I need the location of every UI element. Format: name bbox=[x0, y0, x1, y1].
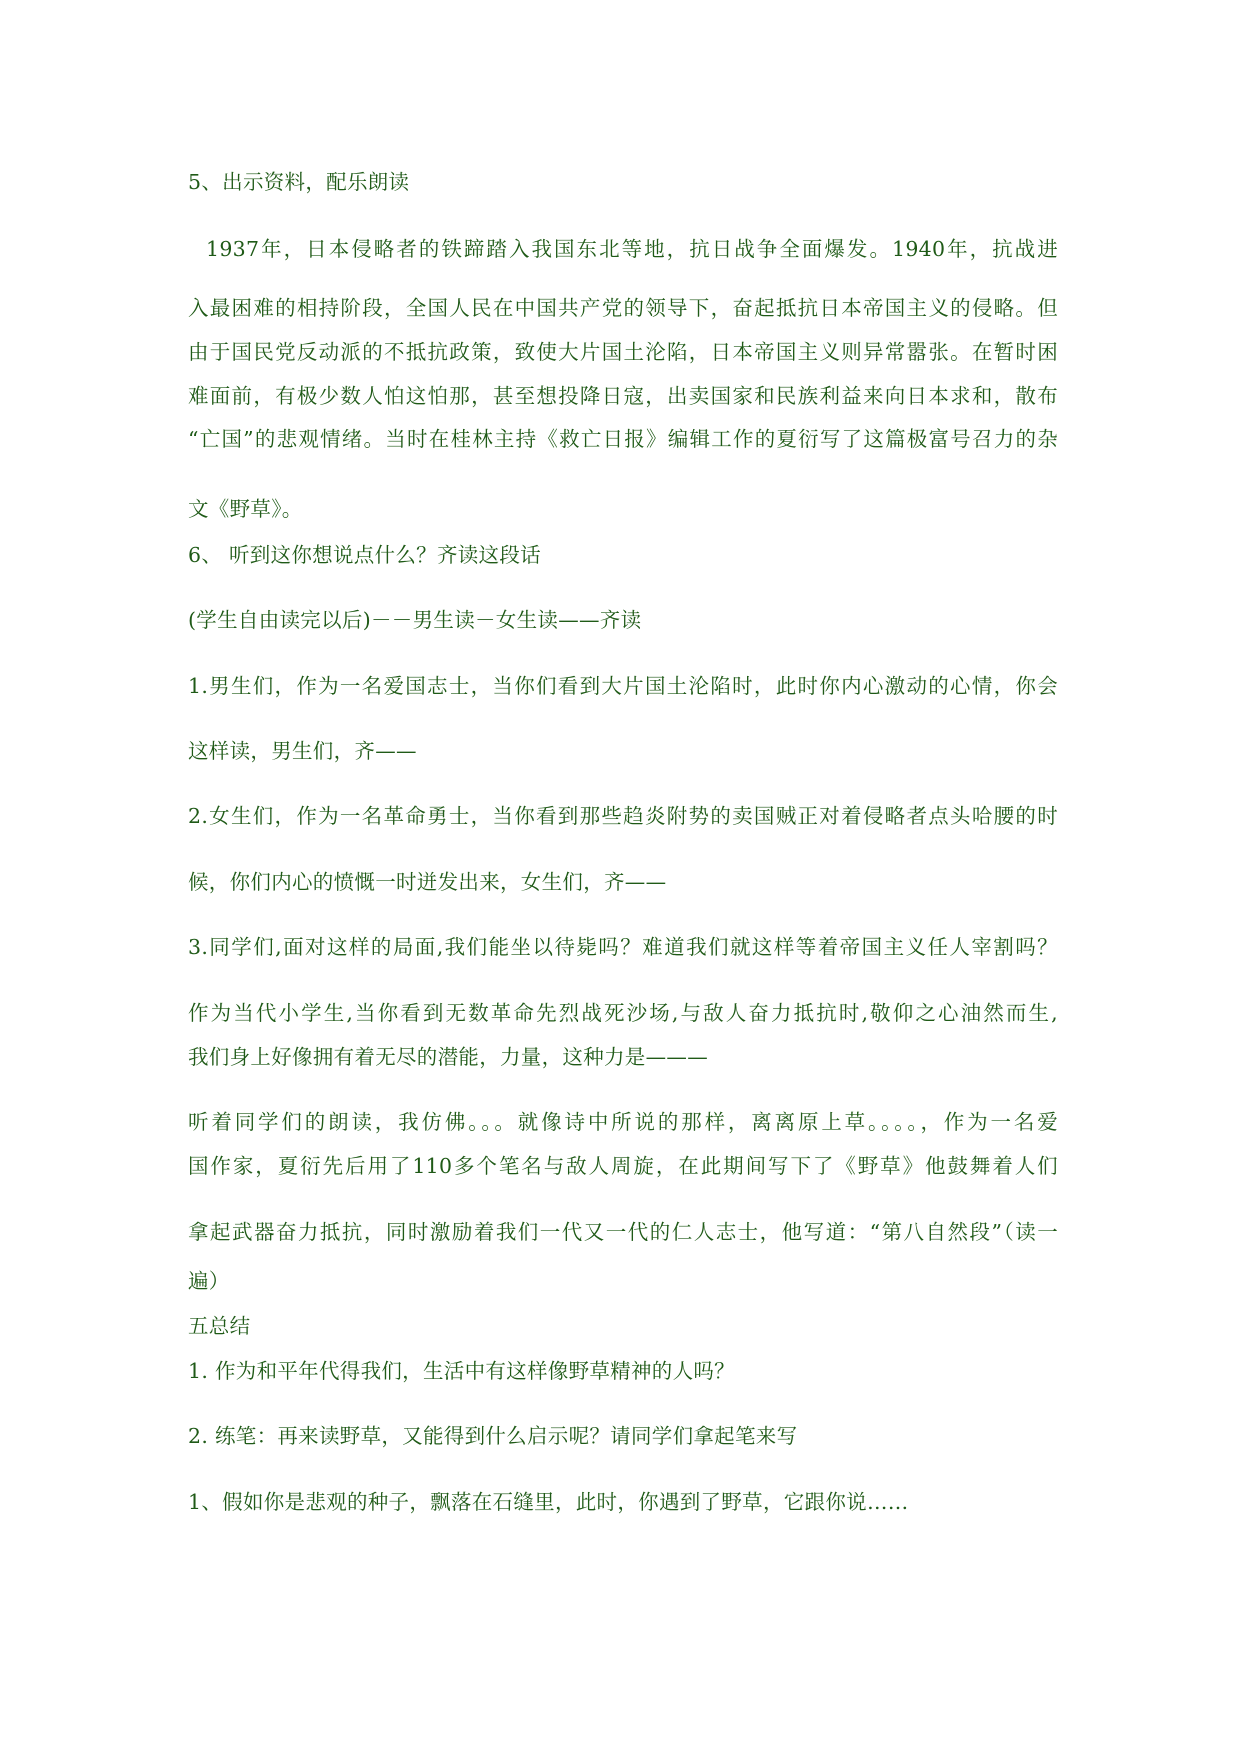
paragraph-line: 3.同学们,面对这样的局面,我们能坐以待毙吗？难道我们就这样等着帝国主义任人宰割吗？ bbox=[188, 935, 1058, 959]
paragraph-line: 遍） bbox=[188, 1269, 230, 1293]
paragraph-line: 国作家，夏衍先后用了110多个笔名与敌人周旋，在此期间写下了《野草》他鼓舞着人们 bbox=[188, 1154, 1058, 1178]
paragraph-line: 作为当代小学生,当你看到无数革命先烈战死沙场,与敌人奋力抵抗时,敬仰之心油然而生, bbox=[188, 1001, 1058, 1025]
paragraph-line: 候，你们内心的愤慨一时迸发出来，女生们，齐—— bbox=[188, 870, 667, 894]
paragraph-line: 这样读，男生们，齐—— bbox=[188, 739, 417, 763]
paragraph-line: 听着同学们的朗读，我仿佛。。。就像诗中所说的那样，离离原上草。。。。，作为一名爱 bbox=[188, 1110, 1058, 1134]
paragraph-line: 我们身上好像拥有着无尽的潜能，力量，这种力是——— bbox=[188, 1045, 708, 1069]
paragraph-line: 2.女生们，作为一名革命勇士，当你看到那些趋炎附势的卖国贼正对着侵略者点头哈腰的时 bbox=[188, 804, 1058, 828]
heading-step-6: 6、 听到这你想说点什么？齐读这段话 bbox=[188, 543, 541, 567]
list-item: 1. 作为和平年代得我们，生活中有这样像野草精神的人吗？ bbox=[188, 1359, 735, 1383]
paragraph-line: 由于国民党反动派的不抵抗政策，致使大片国土沦陷，日本帝国主义则异常嚣张。在暂时困 bbox=[188, 340, 1058, 364]
paragraph-line: 1937年，日本侵略者的铁蹄踏入我国东北等地，抗日战争全面爆发。1940年，抗战进 bbox=[206, 237, 1058, 261]
paragraph-line: “亡国”的悲观情绪。当时在桂林主持《救亡日报》编辑工作的夏衍写了这篇极富号召力的杂 bbox=[188, 427, 1058, 451]
list-item: 1、假如你是悲观的种子，飘落在石缝里，此时，你遇到了野草，它跟你说…… bbox=[188, 1490, 909, 1514]
paragraph-line: 入最困难的相持阶段，全国人民在中国共产党的领导下，奋起抵抗日本帝国主义的侵略。但 bbox=[188, 296, 1058, 320]
section-heading-summary: 五总结 bbox=[188, 1314, 251, 1338]
paragraph-line: (学生自由读完以后)－－男生读－女生读——齐读 bbox=[188, 608, 642, 632]
list-item: 2. 练笔：再来读野草，又能得到什么启示呢？请同学们拿起笔来写 bbox=[188, 1424, 798, 1448]
heading-step-5: 5、出示资料，配乐朗读 bbox=[188, 170, 410, 194]
paragraph-line: 拿起武器奋力抵抗，同时激励着我们一代又一代的仁人志士，他写道：“第八自然段”（读一 bbox=[188, 1220, 1058, 1244]
paragraph-line: 1.男生们，作为一名爱国志士，当你们看到大片国土沦陷时，此时你内心激动的心情，你会 bbox=[188, 674, 1058, 698]
paragraph-line: 文《野草》。 bbox=[188, 497, 303, 521]
paragraph-line: 难面前，有极少数人怕这怕那，甚至想投降日寇，出卖国家和民族利益来向日本求和，散布 bbox=[188, 384, 1058, 408]
